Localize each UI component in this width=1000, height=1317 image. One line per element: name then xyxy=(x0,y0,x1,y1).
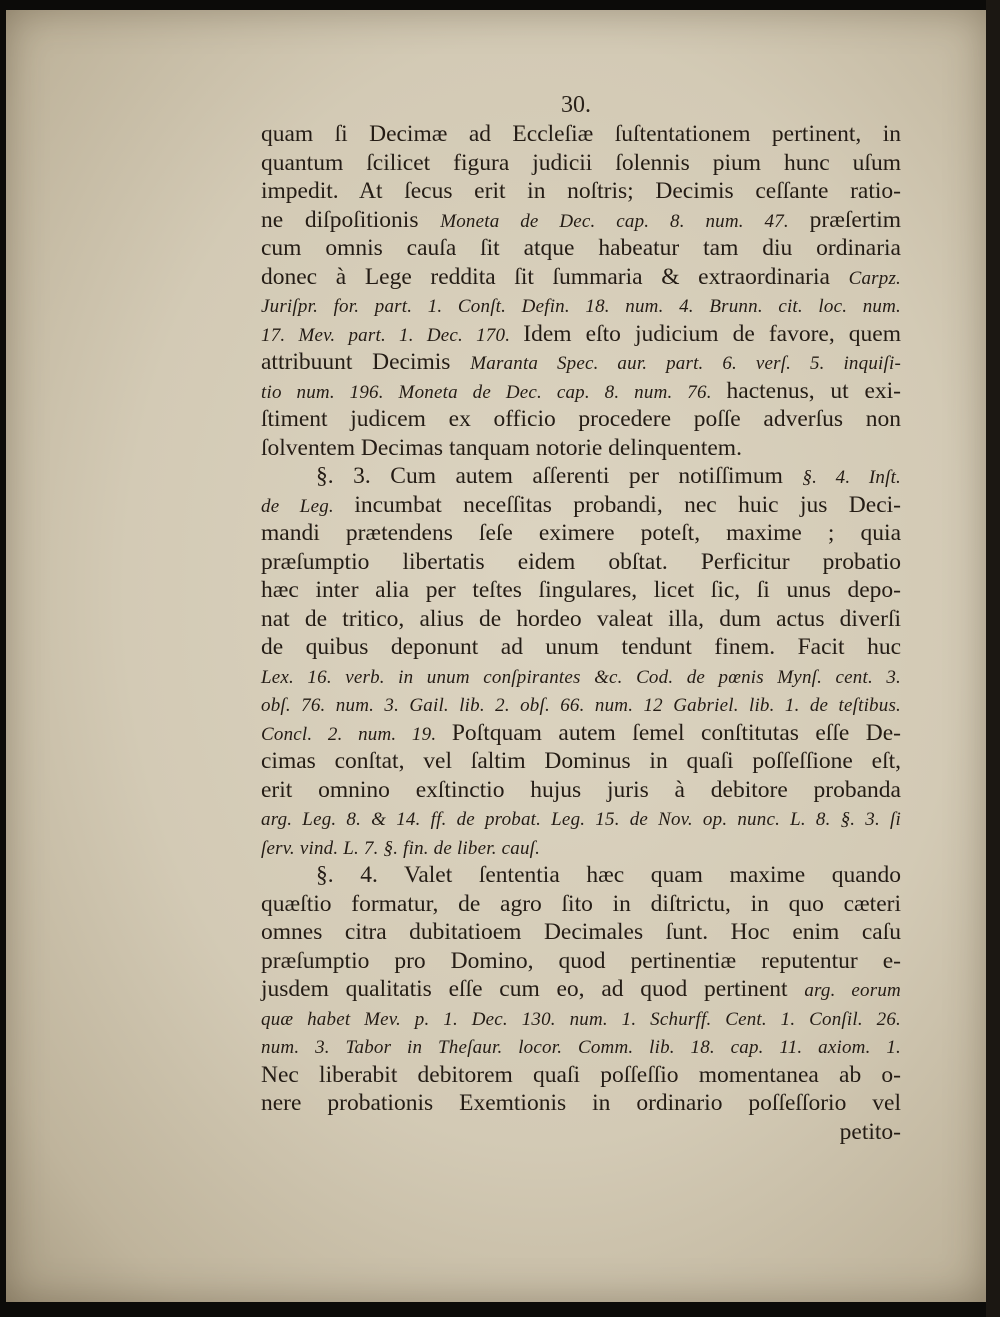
citation-text: Moneta de Dec. cap. 8. num. 47. xyxy=(440,210,810,232)
text-line xyxy=(261,177,901,206)
body-text-segment: cum omnis cauſa ſit atque habeatur tam diu ordinaria xyxy=(261,235,901,261)
citation-text: 17. Mev. part. 1. Dec. 170. xyxy=(261,324,524,346)
text-line xyxy=(261,1089,901,1118)
text-line xyxy=(261,462,901,491)
body-text-segment: jusdem qualitatis eſſe cum eo, ad quod pertinent xyxy=(261,976,805,1002)
body-text-segment: ſtiment judicem ex officio procedere poſſe adverſus non xyxy=(261,406,901,432)
body-text-segment: Idem eſto judicium de favore, quem xyxy=(523,320,901,347)
text-line xyxy=(261,206,901,235)
text-line xyxy=(261,804,901,833)
citation-text: quæ habet Mev. p. 1. Dec. 130. num. 1. Schurff. Cent. 1. Conſil. 26. xyxy=(261,1008,901,1030)
text-line xyxy=(261,833,901,862)
text-line xyxy=(261,605,901,634)
body-text-segment: donec à Lege reddita ſit ſummaria & extraordinaria xyxy=(261,263,849,290)
body-text-segment: Poſtquam autem ſemel conſtitutas eſſe De- xyxy=(451,719,901,746)
text-line xyxy=(261,633,901,662)
text-line xyxy=(261,1032,901,1061)
body-text-segment: Nec liberabit debitorem quaſi poſſeſſio momentanea ab o- xyxy=(261,1061,901,1088)
citation-text: ſerv. vind. L. 7. §. fin. de liber. cauſ. xyxy=(261,837,541,859)
body-text-segment: incumbat neceſſitas probandi, nec huic jus Deci- xyxy=(354,491,901,518)
text-line xyxy=(261,719,901,748)
citation-text: Juriſpr. for. part. 1. Conſt. Defin. 18. num. 4. Brunn. cit. loc. num. xyxy=(261,296,901,317)
body-text-segment: quam ſi Decimæ ad Eccleſiæ ſuſtentationem pertinent, in xyxy=(261,121,901,147)
body-text-segment: nere probationis Exemtionis in ordinario poſſeſſorio vel xyxy=(261,1090,901,1116)
body-text-segment: de quibus deponunt ad unum tendunt finem. Facit huc xyxy=(261,634,901,660)
text-line xyxy=(261,263,901,292)
text-line xyxy=(261,320,901,349)
text-line xyxy=(261,548,901,577)
body-text-segment: cimas conſtat, vel ſaltim Dominus in quaſi poſſeſſione eſt, xyxy=(261,748,901,774)
text-line xyxy=(261,291,901,320)
body-text-segment: mandi prætendens ſeſe eximere poteſt, maxime ; quia xyxy=(261,520,901,546)
scan-border xyxy=(986,0,1000,1317)
text-line xyxy=(261,776,901,805)
body-text-segment: quantum ſcilicet figura judicii ſolennis pium hunc uſum xyxy=(261,149,901,176)
scanned-page xyxy=(6,10,986,1302)
text-line xyxy=(261,918,901,947)
body-text-segment: hactenus, ut exi- xyxy=(726,377,902,404)
citation-text: Carpz. xyxy=(848,267,901,289)
body-text-segment: nat de tritico, alius de hordeo valeat illa, dum actus diverſi xyxy=(261,605,901,632)
body-text-segment: §. 3. Cum autem aſſerenti per notiſſimum xyxy=(316,463,803,489)
citation-text: de Leg. xyxy=(261,495,355,517)
text-line xyxy=(261,434,901,463)
text-line xyxy=(261,1061,901,1090)
body-text-segment: ne diſpoſitionis xyxy=(261,206,441,233)
body-text-segment: præſertim xyxy=(809,206,902,233)
citation-text: num. 3. Tabor in Theſaur. locor. Comm. lib. 18. cap. 11. axiom. 1. xyxy=(261,1037,901,1058)
body-text-segment: præſumptio libertatis eidem obſtat. Perficitur probatio xyxy=(261,548,901,575)
text-line xyxy=(261,1118,901,1147)
body-text-segment: §. 4. Valet ſententia hæc quam maxime quando xyxy=(316,862,901,888)
text-line xyxy=(261,890,901,919)
citation-text: obſ. 76. num. 3. Gail. lib. 2. obſ. 66. num. 12 Gabriel. lib. 1. de teſtibus. xyxy=(261,695,901,716)
citation-text: Lex. 16. verb. in unum conſpirantes &c. Cod. de pœnis Mynſ. cent. 3. xyxy=(261,666,901,688)
citation-text: arg. Leg. 8. & 14. ff. de probat. Leg. 15. de Nov. op. nunc. L. 8. §. 3. ſi xyxy=(261,809,901,830)
text-line xyxy=(261,149,901,178)
body-text-segment: omnes citra dubitatioem Decimales ſunt. Hoc enim caſu xyxy=(261,919,901,945)
citation-text: arg. eorum xyxy=(804,980,901,1001)
body-text-segment: quæſtio formatur, de agro ſito in diſtrictu, in quo cæteri xyxy=(261,890,901,917)
citation-text: §. 4. Inſt. xyxy=(802,467,901,488)
text-line xyxy=(261,975,901,1004)
text-line xyxy=(261,576,901,605)
text-line xyxy=(261,234,901,263)
text-line xyxy=(261,348,901,377)
page-number: 30. xyxy=(561,92,591,118)
text-line xyxy=(261,947,901,976)
text-line xyxy=(261,1004,901,1033)
text-line xyxy=(261,120,901,149)
body-text-segment: impedit. At ſecus erit in noſtris; Decimis ceſſante ratio- xyxy=(261,178,901,204)
text-line xyxy=(261,519,901,548)
text-line xyxy=(261,491,901,520)
body-text xyxy=(261,120,901,1146)
text-line xyxy=(261,377,901,406)
citation-text: Concl. 2. num. 19. xyxy=(261,723,452,745)
body-text-segment: petito- xyxy=(839,1118,901,1145)
body-text-segment: attribuunt Decimis xyxy=(261,349,471,375)
body-text-segment: hæc inter alia per teſtes ſingulares, licet ſic, ſi unus depo- xyxy=(261,577,901,603)
body-text-segment: erit omnino exſtinctio hujus juris à debitore probanda xyxy=(261,776,901,803)
body-text-segment: præſumptio pro Domino, quod pertinentiæ reputentur e- xyxy=(261,947,901,974)
citation-text: tio num. 196. Moneta de Dec. cap. 8. num. 76. xyxy=(261,381,727,403)
text-line xyxy=(261,662,901,691)
citation-text: Maranta Spec. aur. part. 6. verſ. 5. inquiſi- xyxy=(470,353,901,374)
text-line xyxy=(261,405,901,434)
text-line xyxy=(261,861,901,890)
text-line xyxy=(261,747,901,776)
text-line xyxy=(261,690,901,719)
body-text-segment: ſolventem Decimas tanquam notorie delinquentem. xyxy=(261,434,742,461)
